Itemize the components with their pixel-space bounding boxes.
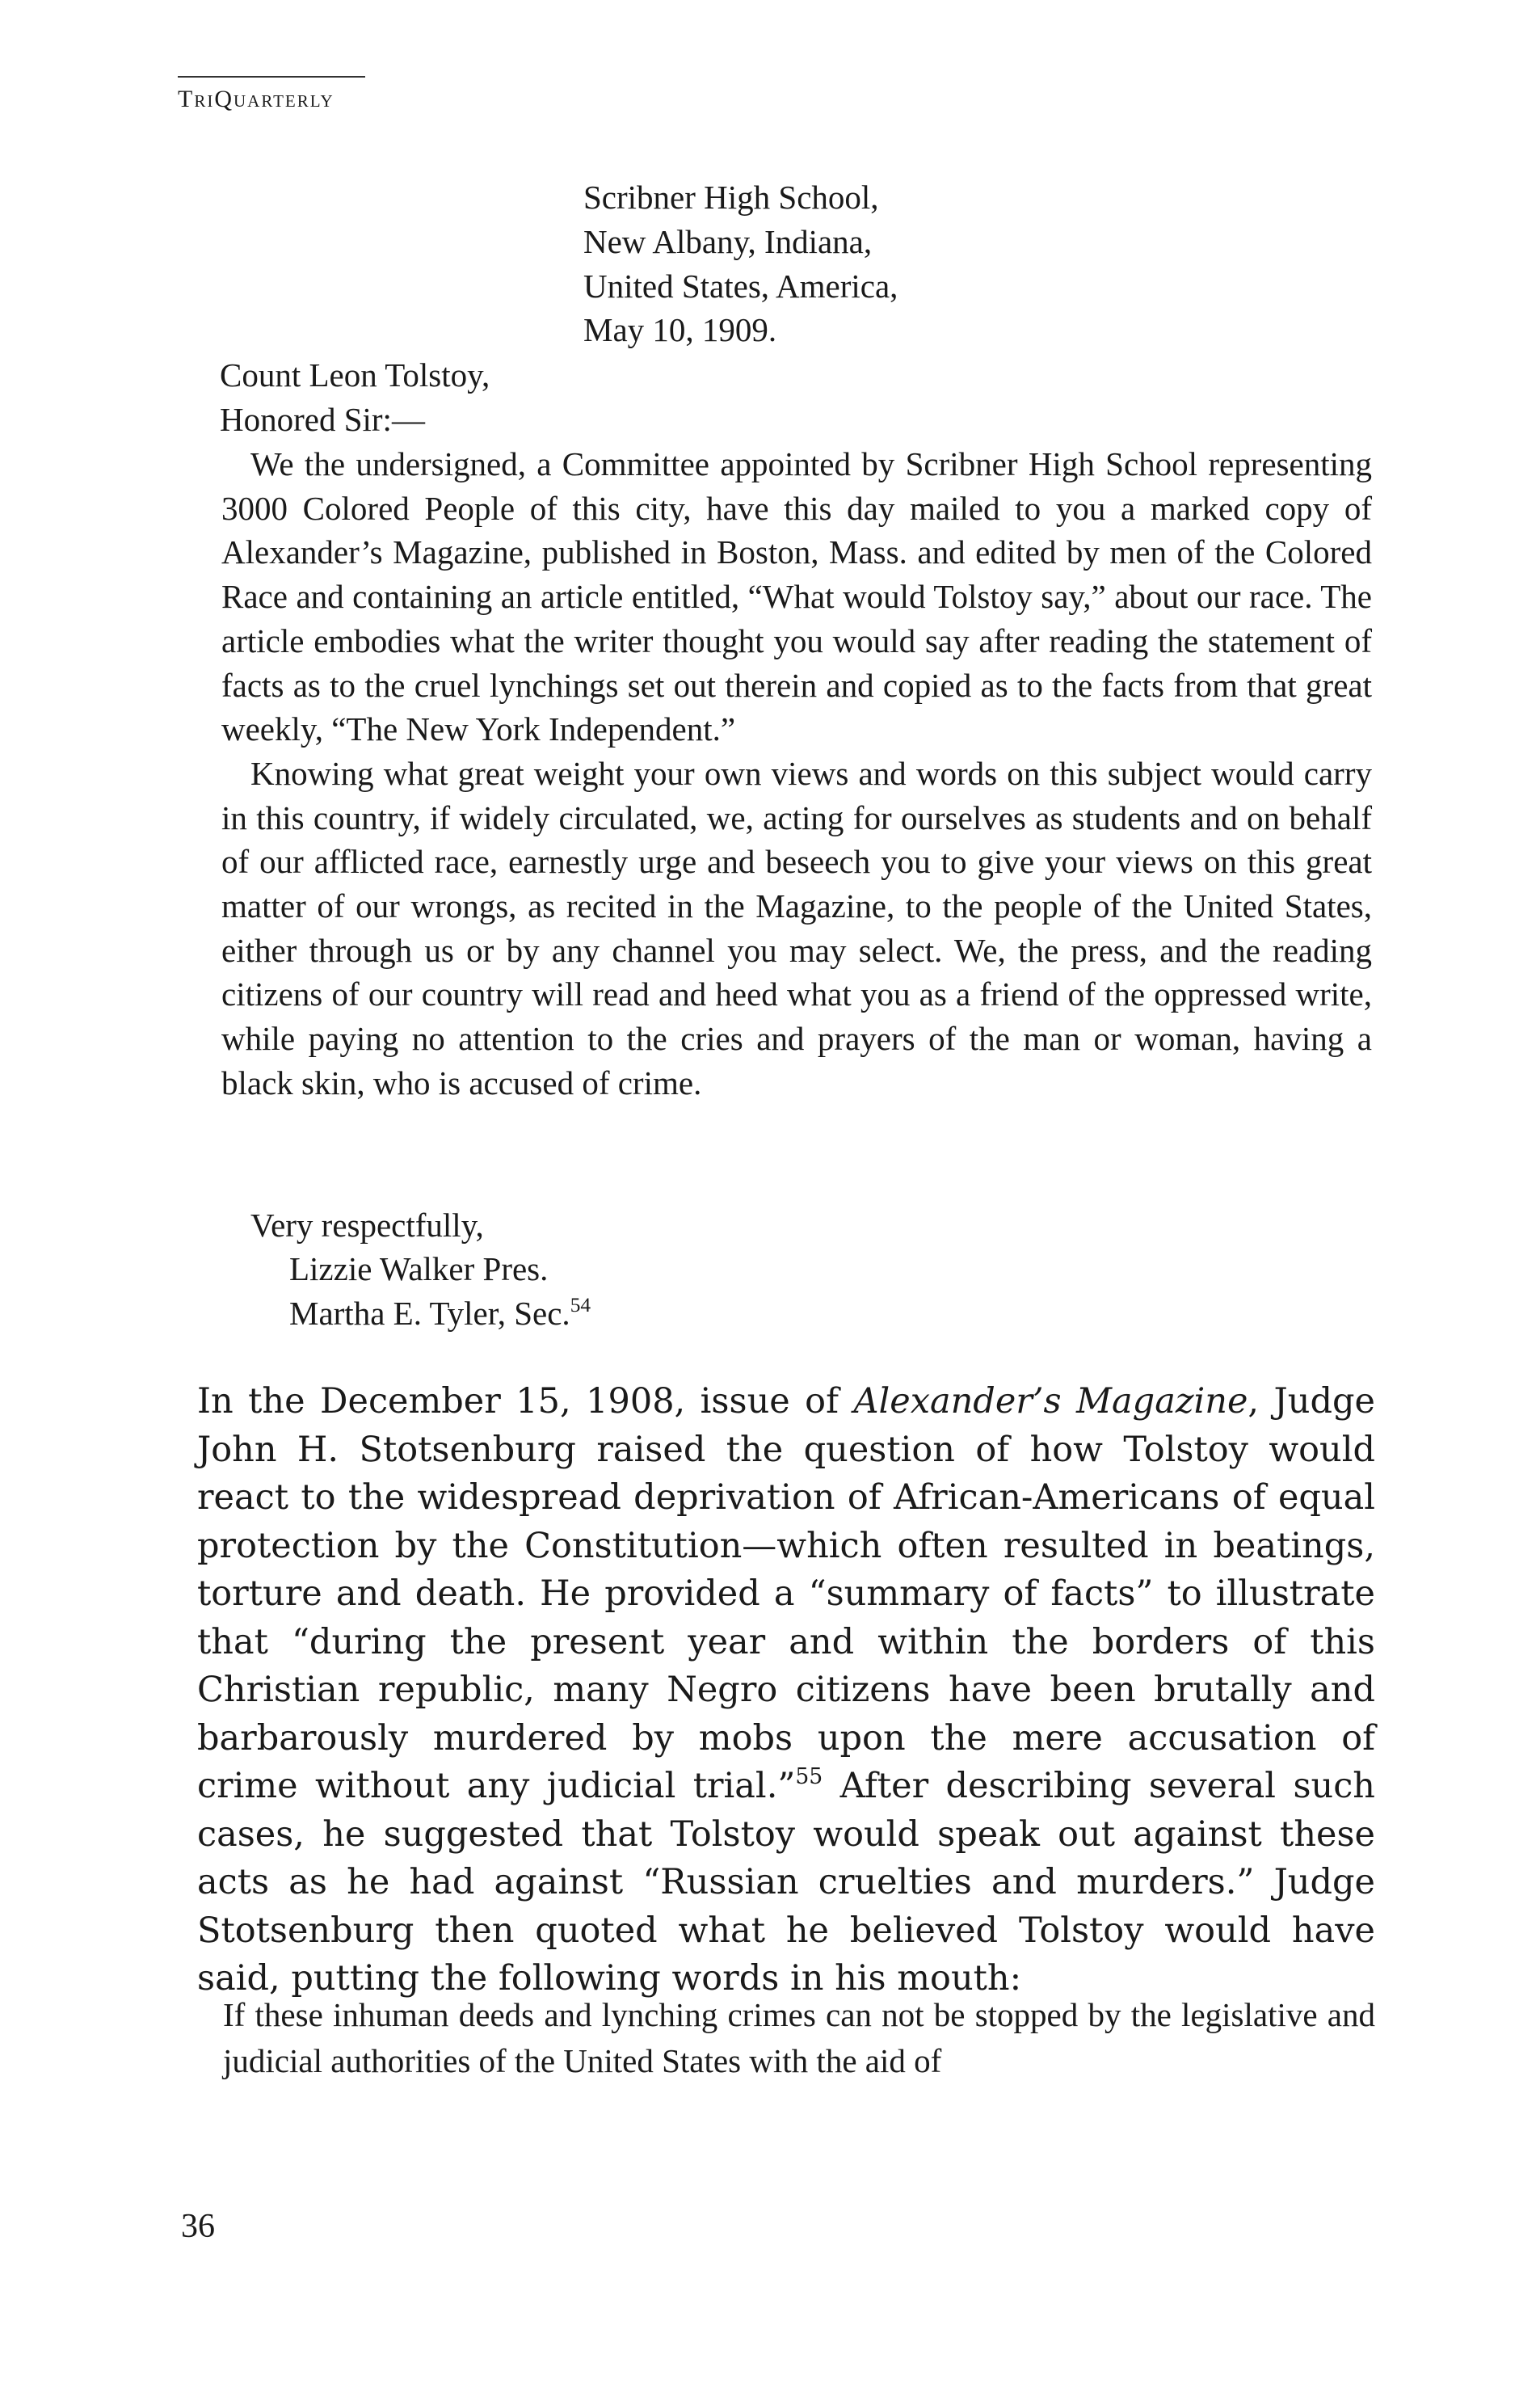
letter-paragraph: We the undersigned, a Committee appointed by Scribner High School representing 3000 Colored People of this city, have this day mailed to you a marked copy of Alexander’s Magazine, published in Boston, Mass. and edited by men of the Colored Race and containing an article entitled, “What would Tolstoy say,” about our race. The article embodies what the writer thought you would say after reading the statement of facts as to the cruel lynchings set out therein and copied as to the facts from that great weekly, “The New York Independent.” — [221, 445, 1372, 748]
letter-body — [221, 442, 1372, 1106]
signatory-secretary-name: Martha E. Tyler, Sec. — [289, 1295, 570, 1332]
letter-closing: Very respectfully, — [250, 1207, 484, 1244]
essay-text: After describing several such cases, he suggested that Tolstoy would speak out against these acts as he had against “Russian cruelties and murders.” Judge Stotsenburg then quoted what he believed Tolstoy would have said, putting the following words in his mouth: — [197, 1766, 1375, 1999]
address-line: United States, America, — [583, 267, 898, 305]
essay-paragraph — [197, 1378, 1375, 2003]
running-head: TriQuarterly — [178, 86, 335, 112]
essay-text: , Judge John H. Stotsenburg raised the question of how Tolstoy would react to the widespread deprivation of African-Americans of equal protection by the Constitution—which often resulted in beatings, torture and death. He provided a “summary of facts” to illustrate that “during the present year and within the borders of this Christian republic, many Negro citizens have been brutally and barbarously murdered by mobs upon the mere accusation of crime without any judicial trial.” — [197, 1381, 1375, 1806]
footnote-marker: 54 — [570, 1294, 591, 1317]
running-head-rule — [178, 76, 365, 78]
signatory-president: Lizzie Walker Pres. — [289, 1250, 549, 1287]
letter-greeting: Honored Sir:— — [220, 401, 425, 438]
letter-paragraph: Knowing what great weight your own views and words on this subject would carry in this country, if widely circulated, we, acting for ourselves as students and on behalf of our afflicted race, earnestly urge and beseech you to give your views on this great matter of our wrongs, as recited in the Magazine, to the people of the United States, either through us or by any channel you may select. We, the press, and the reading citizens of our country will read and heed what you as a friend of the oppressed write, while paying no attention to the cries and prayers of the man or woman, having a black skin, who is accused of crime. — [221, 754, 1372, 1102]
address-line: New Albany, Indiana, — [583, 223, 873, 260]
signatory-secretary — [289, 1294, 591, 1333]
quote-text: If these inhuman deeds and lynching crimes can not be stopped by the legislative and judicial authorities of the United States with the aid of — [223, 1996, 1375, 2079]
essay-text: In the December 15, 1908, issue of — [197, 1381, 854, 1422]
address-line: Scribner High School, — [583, 179, 879, 216]
footnote-marker: 55 — [795, 1764, 823, 1790]
letter-recipient: Count Leon Tolstoy, — [220, 356, 490, 394]
magazine-title: Alexander’s Magazine — [853, 1381, 1248, 1422]
block-quote — [223, 1992, 1375, 2084]
address-line: May 10, 1909. — [583, 311, 777, 348]
page-number: 36 — [181, 2208, 215, 2245]
